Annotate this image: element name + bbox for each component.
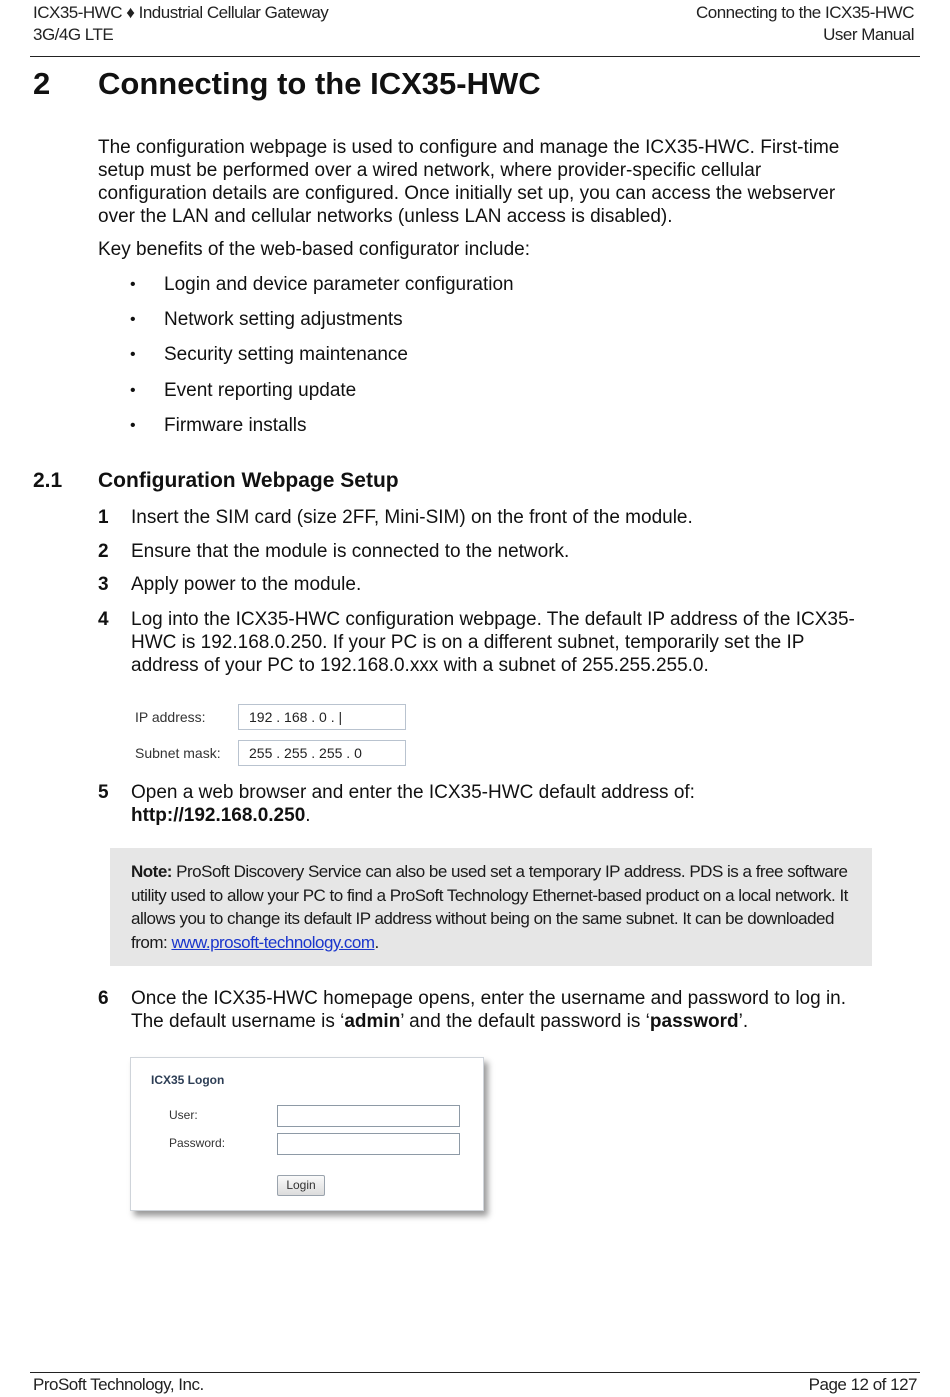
section-title: Configuration Webpage Setup — [98, 469, 399, 492]
subnet-mask-field: 255 . 255 . 255 . 0 — [238, 740, 406, 766]
running-header-left — [33, 2, 328, 46]
user-label: User: — [169, 1108, 198, 1122]
header-doc-type: User Manual — [823, 25, 914, 44]
list-item-text: Security setting maintenance — [164, 344, 408, 366]
step-number: 3 — [98, 574, 109, 595]
step-text-end: . — [305, 805, 311, 826]
note-box — [110, 848, 872, 966]
chapter-number: 2 — [33, 66, 51, 101]
login-button[interactable]: Login — [277, 1175, 325, 1196]
prosoft-website-link[interactable]: www.prosoft-technology.com — [171, 932, 375, 952]
password-label: Password: — [169, 1136, 226, 1150]
running-header-right — [696, 2, 914, 46]
benefits-list — [128, 272, 514, 448]
default-username: admin — [344, 1011, 401, 1032]
step-text: Ensure that the module is connected to the network. — [131, 541, 570, 562]
step-text: Apply power to the module. — [131, 574, 362, 595]
step-text: Insert the SIM card (size 2FF, Mini-SIM) on the front of the module. — [131, 507, 693, 528]
list-item — [128, 307, 514, 342]
logon-screenshot — [130, 1057, 484, 1211]
list-item — [128, 342, 514, 377]
list-item-text: Login and device parameter configuration — [164, 274, 514, 295]
header-chapter-title: Connecting to the ICX35-HWC — [696, 3, 914, 22]
section-number: 2.1 — [33, 469, 63, 492]
chapter-title: Connecting to the ICX35-HWC — [98, 66, 541, 101]
benefits-intro: Key benefits of the web-based configurator include: — [98, 239, 530, 260]
note-text — [131, 860, 851, 954]
page-number: Page 12 of 127 — [808, 1375, 917, 1394]
ip-address-label: IP address: — [135, 709, 206, 725]
step-text: Log into the ICX35-HWC configuration webpage. The default IP address of the ICX35-HWC is 192.168.0.250. If your PC is on a different subnet, temporarily set the IP address of your PC to 192.168.0.xxx with a subnet of 255.255.255.0. — [131, 609, 855, 676]
ip-settings-figure — [130, 703, 415, 769]
subnet-mask-label: Subnet mask: — [135, 745, 221, 761]
list-item-text: Firmware installs — [164, 414, 307, 436]
bullet-glyph: • — [130, 276, 136, 293]
step-text — [131, 781, 866, 827]
bullet-glyph: • — [130, 381, 136, 399]
step-number: 1 — [98, 507, 109, 528]
step-text-part-c: ’. — [738, 1011, 749, 1032]
step-number: 5 — [98, 782, 109, 803]
note-label: Note: — [131, 862, 172, 881]
list-item — [128, 413, 514, 448]
list-item — [128, 378, 514, 413]
header-product-subtitle: 3G/4G LTE — [33, 25, 114, 44]
step-text-part-b: ’ and the default password is ‘ — [400, 1011, 650, 1032]
bullet-glyph: • — [130, 416, 136, 434]
step-number: 4 — [98, 609, 109, 630]
step-text-main: Open a web browser and enter the ICX35-HWC default address of: — [131, 782, 695, 803]
note-body: ProSoft Discovery Service can also be used set a temporary IP address. PDS is a free software utility used to allow your PC to find a ProSoft Technology Ethernet-based product on a local network. It allows you to change its default IP address without being on the same subnet. It can be downloaded from: — [131, 862, 848, 952]
note-end: . — [374, 932, 379, 952]
step-number: 6 — [98, 988, 109, 1009]
bullet-glyph: • — [130, 311, 136, 329]
step-text-part-a: Once the ICX35-HWC homepage opens, enter the username and password to log in. The default username is ‘ — [131, 988, 847, 1032]
logon-title: ICX35 Logon — [151, 1073, 225, 1087]
list-item-text: Event reporting update — [164, 379, 357, 401]
step-text — [131, 987, 866, 1033]
ip-address-field: 192 . 168 . 0 . | — [238, 704, 406, 730]
bullet-glyph: • — [130, 346, 136, 364]
password-input[interactable] — [277, 1133, 460, 1155]
header-divider — [30, 56, 920, 57]
user-input[interactable] — [277, 1105, 460, 1127]
header-product-title: ICX35-HWC ♦ Industrial Cellular Gateway — [33, 3, 329, 22]
list-item-text: Network setting adjustments — [164, 309, 403, 331]
step-number: 2 — [98, 541, 109, 562]
footer-divider — [30, 1372, 920, 1373]
default-password: password — [649, 1011, 739, 1032]
list-item — [128, 272, 514, 307]
footer-company: ProSoft Technology, Inc. — [33, 1375, 204, 1394]
intro-paragraph: The configuration webpage is used to configure and manage the ICX35-HWC. First-time setup must be performed over a wired network, where provider-specific cellular configuration details are configured. Once initially set up, you can access the webserver over the LAN and cellular networks (unless LAN access is disabled). — [98, 137, 840, 227]
default-url: http://192.168.0.250 — [131, 805, 306, 826]
